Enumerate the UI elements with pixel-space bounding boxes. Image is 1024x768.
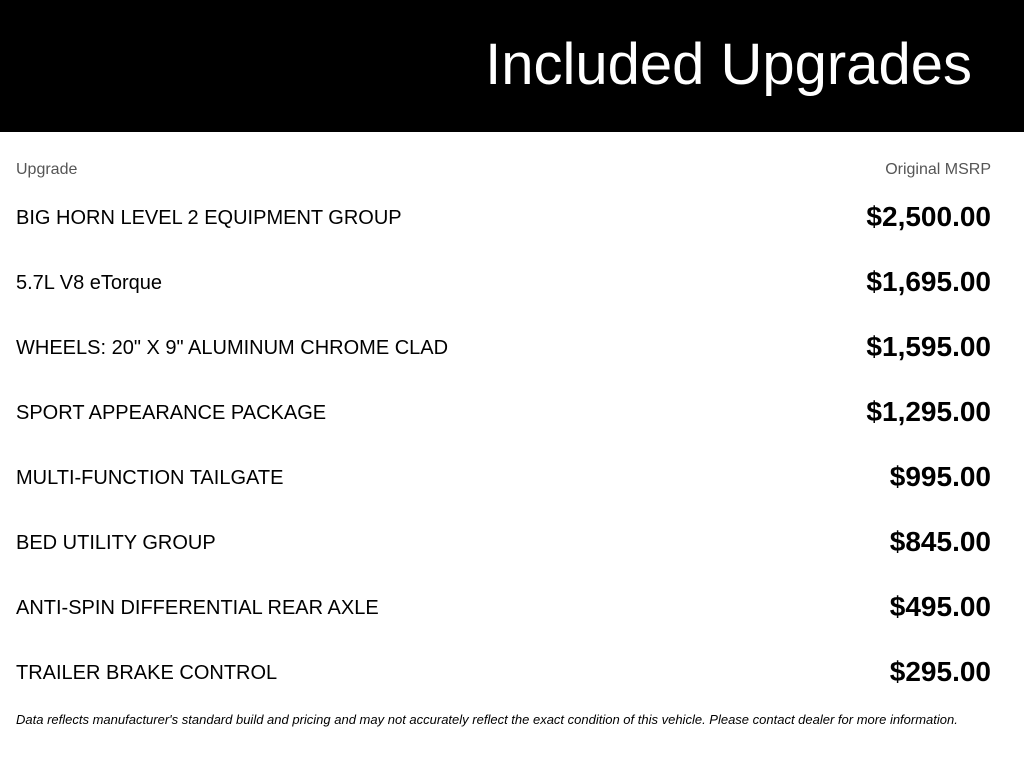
upgrade-row xyxy=(0,315,1024,380)
upgrade-row xyxy=(0,575,1024,640)
upgrade-price: $845.00 xyxy=(889,526,991,557)
column-header-msrp: Original MSRP xyxy=(885,161,991,178)
disclaimer-text: Data reflects manufacturer's standard build and pricing and may not accurately reflect the exact condition of this vehicle. Please contact dealer for more information. xyxy=(16,712,958,727)
upgrade-row xyxy=(0,380,1024,445)
upgrade-name: WHEELS: 20" X 9" ALUMINUM CHROME CLAD xyxy=(16,337,449,359)
upgrade-price: $2,500.00 xyxy=(866,201,991,232)
upgrade-name: SPORT APPEARANCE PACKAGE xyxy=(16,402,327,424)
page-title: Included Upgrades xyxy=(485,32,972,97)
upgrade-name: MULTI-FUNCTION TAILGATE xyxy=(16,467,284,489)
upgrade-row xyxy=(0,445,1024,510)
upgrade-name: TRAILER BRAKE CONTROL xyxy=(16,662,278,684)
upgrade-price: $495.00 xyxy=(889,591,991,622)
upgrade-name: BIG HORN LEVEL 2 EQUIPMENT GROUP xyxy=(16,207,402,229)
upgrade-price: $1,695.00 xyxy=(866,266,991,297)
upgrade-row xyxy=(0,185,1024,250)
upgrade-row xyxy=(0,640,1024,705)
upgrade-price: $1,595.00 xyxy=(866,331,991,362)
column-header-upgrade: Upgrade xyxy=(16,161,78,178)
upgrade-price: $1,295.00 xyxy=(866,396,991,427)
header-banner xyxy=(0,0,1024,132)
upgrade-name: ANTI-SPIN DIFFERENTIAL REAR AXLE xyxy=(16,597,379,619)
upgrade-price: $295.00 xyxy=(889,656,991,687)
upgrade-name: 5.7L V8 eTorque xyxy=(16,272,163,294)
upgrade-price: $995.00 xyxy=(889,461,991,492)
upgrades-list xyxy=(0,185,1024,705)
upgrade-row xyxy=(0,510,1024,575)
upgrade-row xyxy=(0,250,1024,315)
upgrade-name: BED UTILITY GROUP xyxy=(16,532,216,554)
